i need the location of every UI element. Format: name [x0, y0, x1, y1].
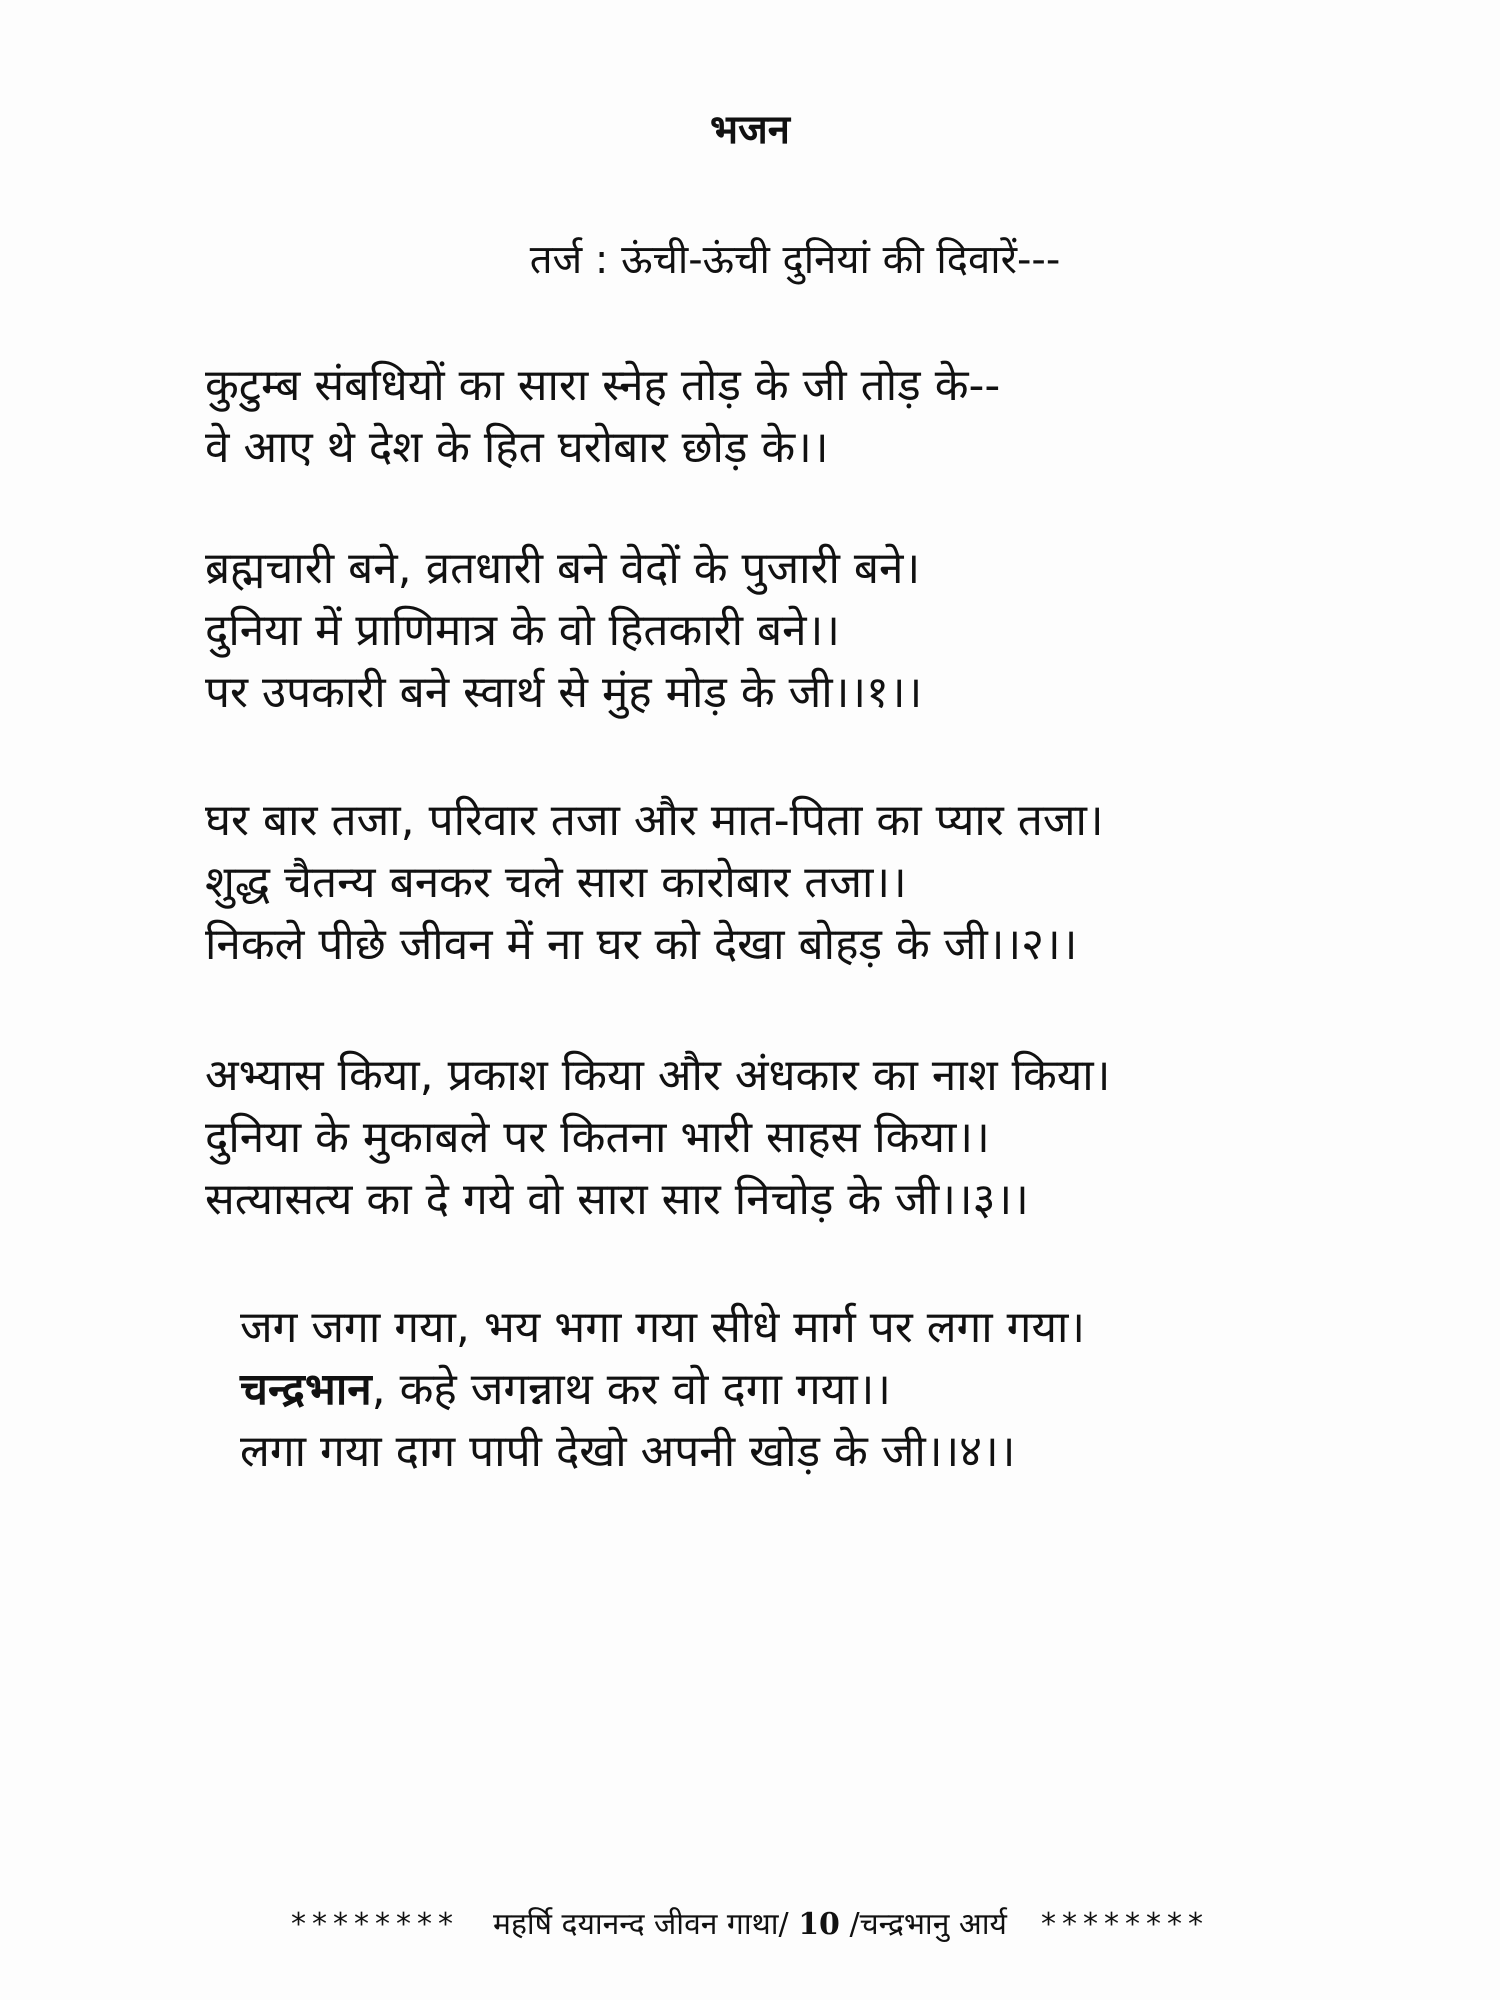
refrain	[205, 355, 1405, 479]
stanza-3-line-3: सत्यासत्य का दे गये वो सारा सार निचोड़ के जी।।३।।	[205, 1174, 1029, 1225]
footer-book-name: महर्षि दयानन्द जीवन गाथा/	[493, 1907, 789, 1942]
stanza-4	[240, 1297, 1440, 1483]
stanza-3	[205, 1045, 1405, 1231]
tune-line: तर्ज : ऊंची-ऊंची दुनियां की दिवारें---	[529, 237, 1061, 283]
page-number: 10	[798, 1907, 840, 1942]
footer-book-title	[493, 1907, 1007, 1942]
stanza-1-line-2: दुनिया में प्राणिमात्र के वो हितकारी बने।।	[205, 605, 840, 656]
footer-author: /चन्द्रभानु आर्य	[849, 1907, 1007, 1942]
stanza-2	[205, 790, 1405, 976]
stanza-1	[205, 538, 1405, 724]
page-title: भजन	[710, 107, 790, 153]
poet-name: चन्द्रभान	[240, 1364, 372, 1415]
refrain-line-1: कुटुम्ब संबधियों का सारा स्नेह तोड़ के जी तोड़ के--	[205, 360, 1001, 411]
stanza-2-line-1: घर बार तजा, परिवार तजा और मात-पिता का प्यार तजा।	[205, 795, 1104, 846]
stanza-1-line-3: पर उपकारी बने स्वार्थ से मुंह मोड़ के जी।।१।।	[205, 667, 923, 718]
stanza-2-line-3: निकले पीछे जीवन में ना घर को देखा बोहड़ के जी।।२।।	[205, 919, 1078, 970]
stanza-4-line-1: जग जगा गया, भय भगा गया सीधे मार्ग पर लगा गया।	[240, 1302, 1086, 1353]
footer-stars-left: ********	[291, 1907, 460, 1942]
stanza-4-line-2-rest: , कहे जगन्नाथ कर वो दगा गया।।	[371, 1364, 891, 1415]
stanza-4-line-2	[240, 1359, 1440, 1421]
stanza-3-line-1: अभ्यास किया, प्रकाश किया और अंधकार का नाश किया।	[205, 1050, 1111, 1101]
stanza-3-line-2: दुनिया के मुकाबले पर कितना भारी साहस किया।।	[205, 1112, 990, 1163]
refrain-line-2: वे आए थे देश के हित घरोबार छोड़ के।।	[205, 422, 829, 473]
page-footer	[0, 1905, 1500, 1945]
stanza-2-line-2: शुद्ध चैतन्य बनकर चले सारा कारोबार तजा।।	[205, 857, 907, 908]
stanza-1-line-1: ब्रह्मचारी बने, व्रतधारी बने वेदों के पुजारी बने।	[205, 543, 921, 594]
stanza-4-line-3: लगा गया दाग पापी देखो अपनी खोड़ के जी।।४।।	[240, 1426, 1016, 1477]
footer-stars-right: ********	[1040, 1907, 1209, 1942]
